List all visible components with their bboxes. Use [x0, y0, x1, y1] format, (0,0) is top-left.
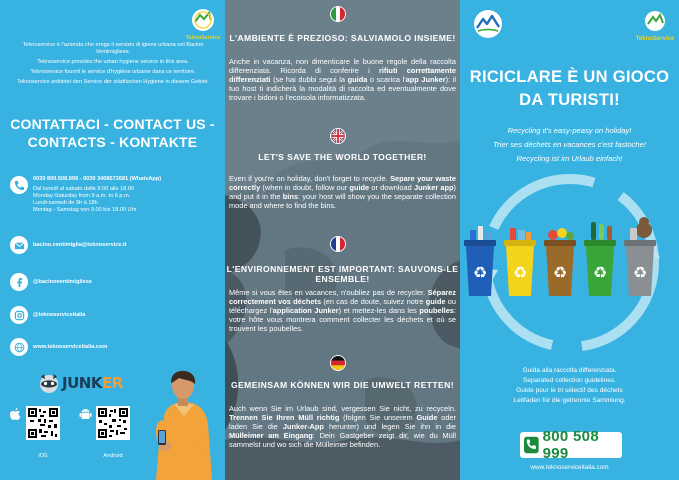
logo-text: TeknoService: [185, 35, 221, 41]
guide-de: Leitfaden für die getrennte Sammlung.: [513, 397, 626, 404]
instagram-text: @teknoserviceitalia: [33, 311, 86, 318]
french-flag-icon: [330, 236, 346, 252]
email-row[interactable]: [10, 236, 126, 254]
bin-blue: [464, 226, 496, 296]
it-b2: guida: [347, 75, 368, 84]
middle-panel: [225, 0, 460, 480]
intro-fr: Teknoservice fournit le service d'hygiène urbaine dans ce territoire.: [30, 69, 196, 75]
italian-flag-icon: [330, 6, 346, 22]
bin-yellow: [504, 228, 536, 296]
svg-text:♻: ♻: [472, 263, 488, 282]
guide-it: Guida alla raccolta differenziata.: [522, 367, 617, 374]
globe-icon: [10, 338, 28, 356]
section-fr-title: L'ENVIRONNEMENT EST IMPORTANT: SAUVONS-LE ENSEMBLE!: [226, 264, 459, 284]
mountain-mark-logo: [472, 8, 504, 40]
hours-en: Monday-Saturday from 9 a.m. to 6 p.m.: [33, 193, 131, 199]
guide-lines: [460, 366, 679, 406]
it-t3: o scarica l': [367, 75, 406, 84]
main-title: RICICLARE È UN GIOCO DA TURISTI!: [469, 68, 670, 109]
en-b1: Separe your waste correctly: [229, 174, 456, 192]
subtitle-fr: Trier ses déchets en vacances c'est fastoche!: [493, 140, 646, 149]
facebook-text: @bacinoventimigliese: [33, 278, 92, 285]
bin-brown: [544, 228, 576, 296]
qr-label-android: Android: [103, 453, 123, 459]
hours-de: Montag - Samstag von 9.00 bis 18.00 Uhr: [33, 207, 137, 213]
website-footer[interactable]: www.teknoserviceitalia.com: [530, 464, 609, 471]
it-b1: rifiuti correttamente differenziati: [229, 66, 456, 84]
en-t1: Even if you're on holiday, don't forget to recycle.: [229, 174, 391, 183]
uk-flag-icon: [330, 128, 346, 144]
hours-fr: Lundi-samedi de 9h à 18h: [33, 200, 98, 206]
section-en-title: LET'S SAVE THE WORLD TOGETHER!: [258, 152, 427, 162]
guide-en: Separated collection guidelines.: [522, 377, 617, 384]
de-t3: oder laden Sie die: [229, 413, 456, 431]
phone-numbers: 0039 800.508.999 - 0039 3408572681 (WhatsApp): [33, 176, 162, 182]
apple-icon: [8, 407, 23, 422]
hours-it: Dal lunedì al sabato dalle 9.00 alle 18.00: [33, 186, 135, 192]
section-de-title: GEMEINSAM KÖNNEN WIR DIE UMWELT RETTEN!: [230, 380, 455, 390]
junker-wordmark: [62, 374, 123, 392]
en-b2: guide: [349, 183, 370, 192]
qr-ios-pattern: [28, 408, 58, 438]
logo-right-text: TeknoService: [635, 36, 675, 42]
instagram-row[interactable]: [10, 306, 85, 324]
intro-en: Teknoservice provides the urban hygiene service in this area.: [37, 59, 189, 65]
intro-text: [6, 42, 220, 89]
subtitles: [460, 124, 679, 166]
junker-word-b: ER: [101, 374, 123, 392]
fr-t3: ou téléchargez l': [229, 297, 457, 315]
tourist-with-phone-illustration: [144, 368, 220, 480]
qr-android-pattern: [98, 408, 128, 438]
toll-free-number: 800 508 999: [542, 428, 599, 462]
en-t2: (when in doubt, follow our: [260, 183, 350, 192]
de-b4: Mülleimer am Eingang: [229, 431, 313, 440]
it-t4: ): il tuo host ti indicherà la modalità di raccolta ed eventualmente dove trovare i bidoni o l'ecoisola informatizzata.: [229, 75, 457, 102]
de-t1: Auch wenn Sie im Urlaub sind, vergessen Sie nicht, zu recyceln.: [229, 404, 456, 413]
mail-icon: [10, 236, 28, 254]
subtitle-en: Recycling it's easy-peasy on holiday!: [507, 126, 632, 135]
de-t2: (folgen Sie unserem: [339, 413, 417, 422]
toll-free-phone-box[interactable]: [520, 428, 622, 462]
raccoon-icon: [38, 372, 60, 394]
fr-b3: application Junker: [272, 306, 339, 315]
qr-code-android[interactable]: [96, 406, 130, 440]
it-b3: app Junker: [405, 75, 446, 84]
svg-text:♻: ♻: [632, 263, 648, 282]
it-t2: (se hai dubbi segui la: [270, 75, 348, 84]
fr-b4: poubelles: [419, 306, 454, 315]
instagram-icon: [10, 306, 28, 324]
handset-icon: [524, 436, 539, 454]
facebook-icon: [10, 273, 28, 291]
section-en-body: [229, 174, 456, 210]
left-panel: [0, 0, 225, 480]
right-panel: [460, 0, 679, 480]
de-t4: herunter) und legen Sie ihn in die: [323, 422, 457, 431]
de-t5: : Dein Gastgeber zeigt dir, wie du Müll sammelst und wo sich die Mülleimer befinden.: [229, 431, 456, 449]
android-icon: [78, 407, 93, 422]
fr-b1: Séparez correctement vos déchets: [229, 288, 456, 306]
svg-text:♻: ♻: [552, 263, 568, 282]
qr-code-ios[interactable]: [26, 406, 60, 440]
qr-label-ios: iOS: [38, 453, 48, 459]
de-b3: Junker-App: [282, 422, 324, 431]
contact-title: CONTATTACI - CONTACT US - CONTACTS - KONTAKTE: [10, 116, 215, 150]
website-row[interactable]: [10, 338, 107, 356]
en-t5: : your host will show you the separate collection mode and where to find the bins.: [229, 192, 457, 210]
it-t1: Anche in vacanza, non dimenticare le buone regole della raccolta differenziata. Ricorda di conferire i: [229, 57, 456, 75]
junker-app-logo[interactable]: [38, 372, 123, 394]
german-flag-icon: [330, 355, 346, 371]
guide-fr: Guide pour le tri sélectif des déchets: [516, 387, 623, 394]
svg-text:♻: ♻: [592, 263, 608, 282]
en-b4: bins: [282, 192, 298, 201]
section-it-title: L'AMBIENTE È PREZIOSO: SALVIAMOLO INSIEME!: [229, 33, 456, 43]
fr-t1: Même si vous êtes en vacances, n'oubliez pas de recycler.: [229, 288, 428, 297]
junker-word-a: JUNK: [62, 374, 102, 392]
en-t3: or download: [369, 183, 414, 192]
fr-t2: (en cas de doute, suivez notre: [321, 297, 426, 306]
fr-t5: : votre hôte vous montrera comment collecter les déchets et où se trouvent les poubelles.: [229, 306, 456, 333]
teknoservice-logo: [184, 6, 222, 42]
fr-b2: guide: [425, 297, 446, 306]
subtitle-de: Recycling ist im Urlaub einfach!: [516, 154, 623, 163]
en-b3: Junker app: [413, 183, 454, 192]
intro-de: Teknoservice anbietet den Service der städtischen Hygiene in diesem Gebiet.: [17, 79, 209, 85]
teknoservice-logo-right: [635, 8, 675, 44]
section-it-body: [229, 57, 456, 102]
recycling-bins-illustration: [460, 168, 679, 358]
bin-gray: [624, 217, 656, 296]
fr-t4: ) et mettez-les dans les: [338, 306, 420, 315]
phone-row[interactable]: [10, 176, 161, 214]
facebook-row[interactable]: [10, 273, 92, 291]
section-de-body: [229, 404, 456, 449]
de-b1: Trennen Sie Ihren Müll richtig: [229, 413, 340, 422]
de-b2: Guide: [416, 413, 438, 422]
section-fr-body: [229, 288, 456, 333]
email-text: bacino.ventimiglia@teknoservice.it: [33, 241, 127, 248]
website-text: www.teknoserviceitalia.com: [33, 343, 108, 350]
intro-it: Teknoservice è l'azienda che eroga il servizio di igiene urbana nel Bacino Ventimigliese.: [22, 42, 204, 55]
bin-green: [584, 222, 616, 296]
phone-icon: [10, 176, 28, 194]
en-t4: ) and put it in the: [229, 183, 457, 201]
svg-text:♻: ♻: [512, 263, 528, 282]
